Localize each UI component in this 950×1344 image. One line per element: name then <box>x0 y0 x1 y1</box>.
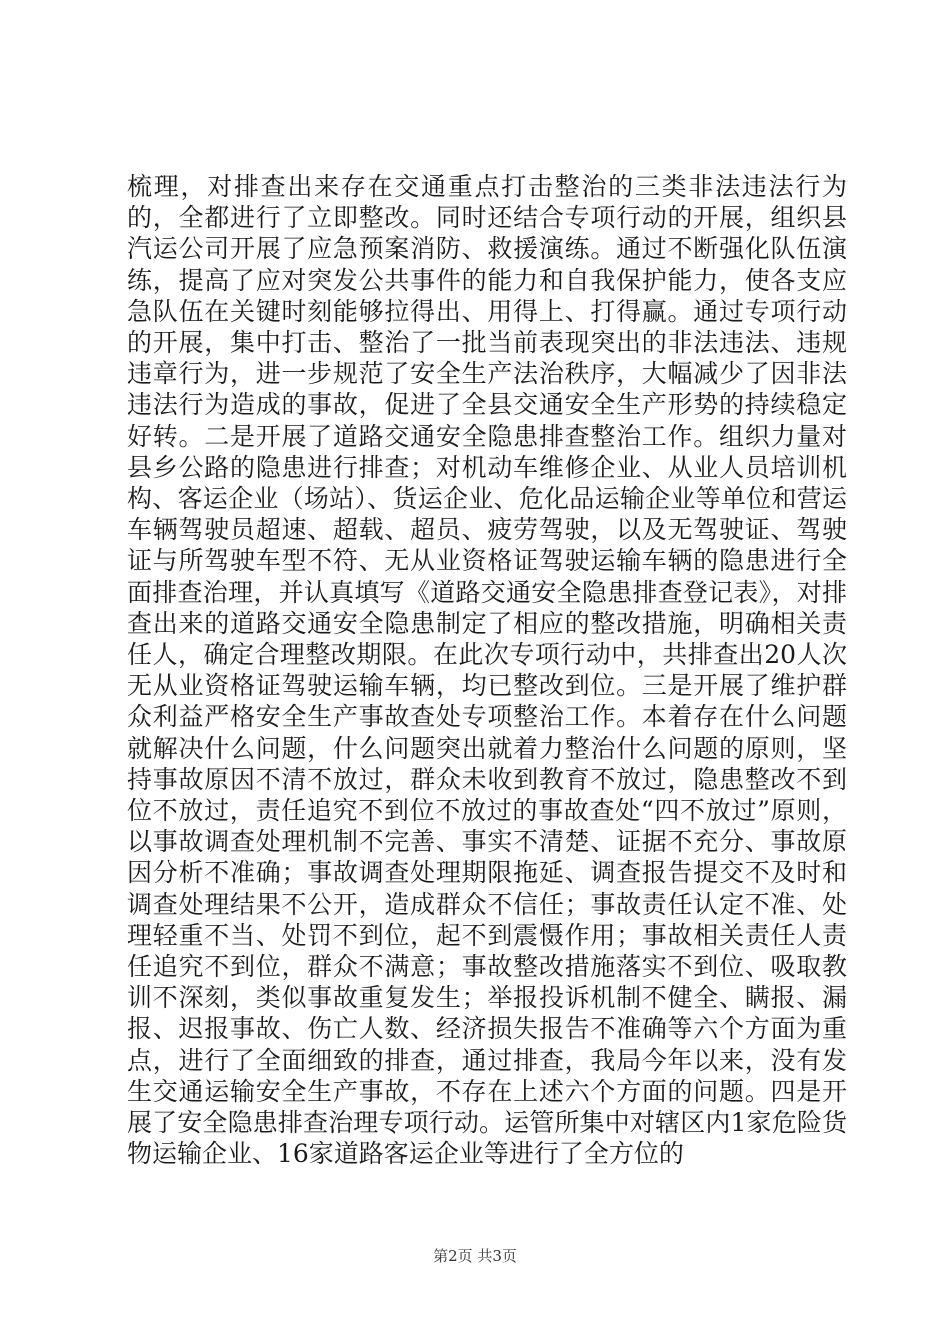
body-paragraph: 梳理，对排查出来存在交通重点打击整治的三类非法违法行为的，全都进行了立即整改。同时还结合专项行动的开展，组织县汽运公司开展了应急预案消防、救援演练。通过不断强化队伍演练，提高了应对突发公共事件的能力和自我保护能力，使各支应急队伍在关键时刻能够拉得出、用得上、打得赢。通过专项行动的开展，集中打击、整治了一批当前表现突出的非法违法、违规违章行为，进一步规范了安全生产法治秩序，大幅减少了因非法违法行为造成的事故，促进了全县交通安全生产形势的持续稳定好转。二是开展了道路交通安全隐患排查整治工作。组织力量对县乡公路的隐患进行排查；对机动车维修企业、从业人员培训机构、客运企业（场站）、货运企业、危化品运输企业等单位和营运车辆驾驶员超速、超载、超员、疲劳驾驶，以及无驾驶证、驾驶证与所驾驶车型不符、无从业资格证驾驶运输车辆的隐患进行全面排查治理，并认真填写《道路交通安全隐患排查登记表》，对排查出来的道路交通安全隐患制定了相应的整改措施，明确相关责任人，确定合理整改期限。在此次专项行动中，共排查出20人次无从业资格证驾驶运输车辆，均已整改到位。三是开展了维护群众利益严格安全生产事故查处专项整治工作。本着存在什么问题就解决什么问题，什么问题突出就着力整治什么问题的原则，坚持事故原因不清不放过，群众未收到教育不放过，隐患整改不到位不放过，责任追究不到位不放过的事故查处“四不放过”原则，以事故调查处理机制不完善、事实不清楚、证据不充分、事故原因分析不准确；事故调查处理期限拖延、调查报告提交不及时和调查处理结果不公开，造成群众不信任；事故责任认定不准、处理轻重不当、处罚不到位，起不到震慑作用；事故相关责任人责任追究不到位，群众不满意；事故整改措施落实不到位、吸取教训不深刻，类似事故重复发生；举报投诉机制不健全、瞒报、漏报、迟报事故、伤亡人数、经济损失报告不准确等六个方面为重点，进行了全面细致的排查，通过排查，我局今年以来，没有发生交通运输安全生产事故，不存在上述六个方面的问题。四是开展了安全隐患排查治理专项行动。运管所集中对辖区内1家危险货物运输企业、16家道路客运企业等进行了全方位的 <box>127 172 847 1169</box>
page-footer: 第2页 共3页 <box>433 1247 517 1265</box>
